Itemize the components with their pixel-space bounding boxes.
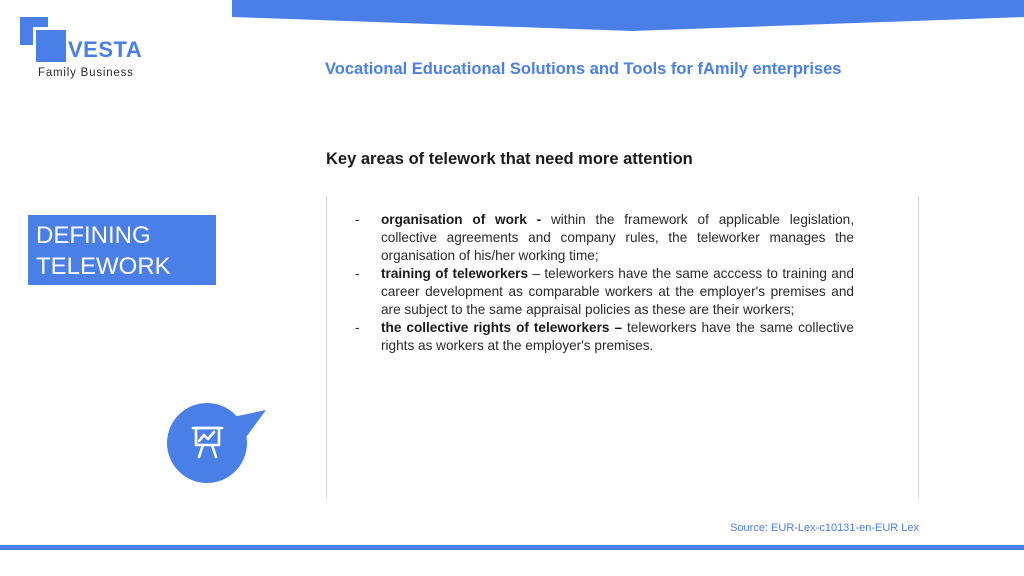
presentation-board-icon xyxy=(166,400,268,486)
list-item xyxy=(355,319,854,355)
content-divider-left xyxy=(326,196,327,498)
list-item-text: within the framework of applicable legislation, collective agreements and company rules, the teleworker manages the organisation of his/her working time; xyxy=(381,212,854,263)
bottom-accent-bar xyxy=(0,545,1024,550)
header-title: Vocational Educational Solutions and Tools for fAmily enterprises xyxy=(325,60,842,78)
bullet-marker: - xyxy=(355,212,360,227)
logo-mark-front xyxy=(33,27,66,62)
section-title: Key areas of telework that need more attention xyxy=(326,150,693,168)
top-banner-band xyxy=(232,0,1024,31)
logo-name: VESTA xyxy=(68,37,143,62)
key-areas-list xyxy=(355,211,854,355)
list-item-text: – teleworkers have the same acccess to training and career development as comparable workers at the employer's premises and are subject to the same appraisal policies as these are their workers; xyxy=(381,266,854,317)
bullet-marker: - xyxy=(355,320,360,335)
content-divider-right xyxy=(918,196,919,498)
list-item xyxy=(355,265,854,319)
vesta-logo xyxy=(20,17,150,87)
list-item-text: teleworkers have the same collective rights as workers at the employer's premises. xyxy=(381,320,854,353)
bullet-marker: - xyxy=(355,266,360,281)
defining-telework-box xyxy=(28,215,216,285)
source-citation: Source: EUR-Lex-c10131-en-EUR Lex xyxy=(730,522,919,534)
list-item-term: training of teleworkers xyxy=(381,266,529,281)
side-box-line-2: TELEWORK xyxy=(36,253,171,280)
side-box-line-1: DEFINING xyxy=(36,222,151,249)
list-item-term: the collective rights of teleworkers – xyxy=(381,320,623,335)
list-item xyxy=(355,211,854,265)
logo-subtitle: Family Business xyxy=(38,67,134,79)
list-item-term: organisation of work - xyxy=(381,212,542,227)
